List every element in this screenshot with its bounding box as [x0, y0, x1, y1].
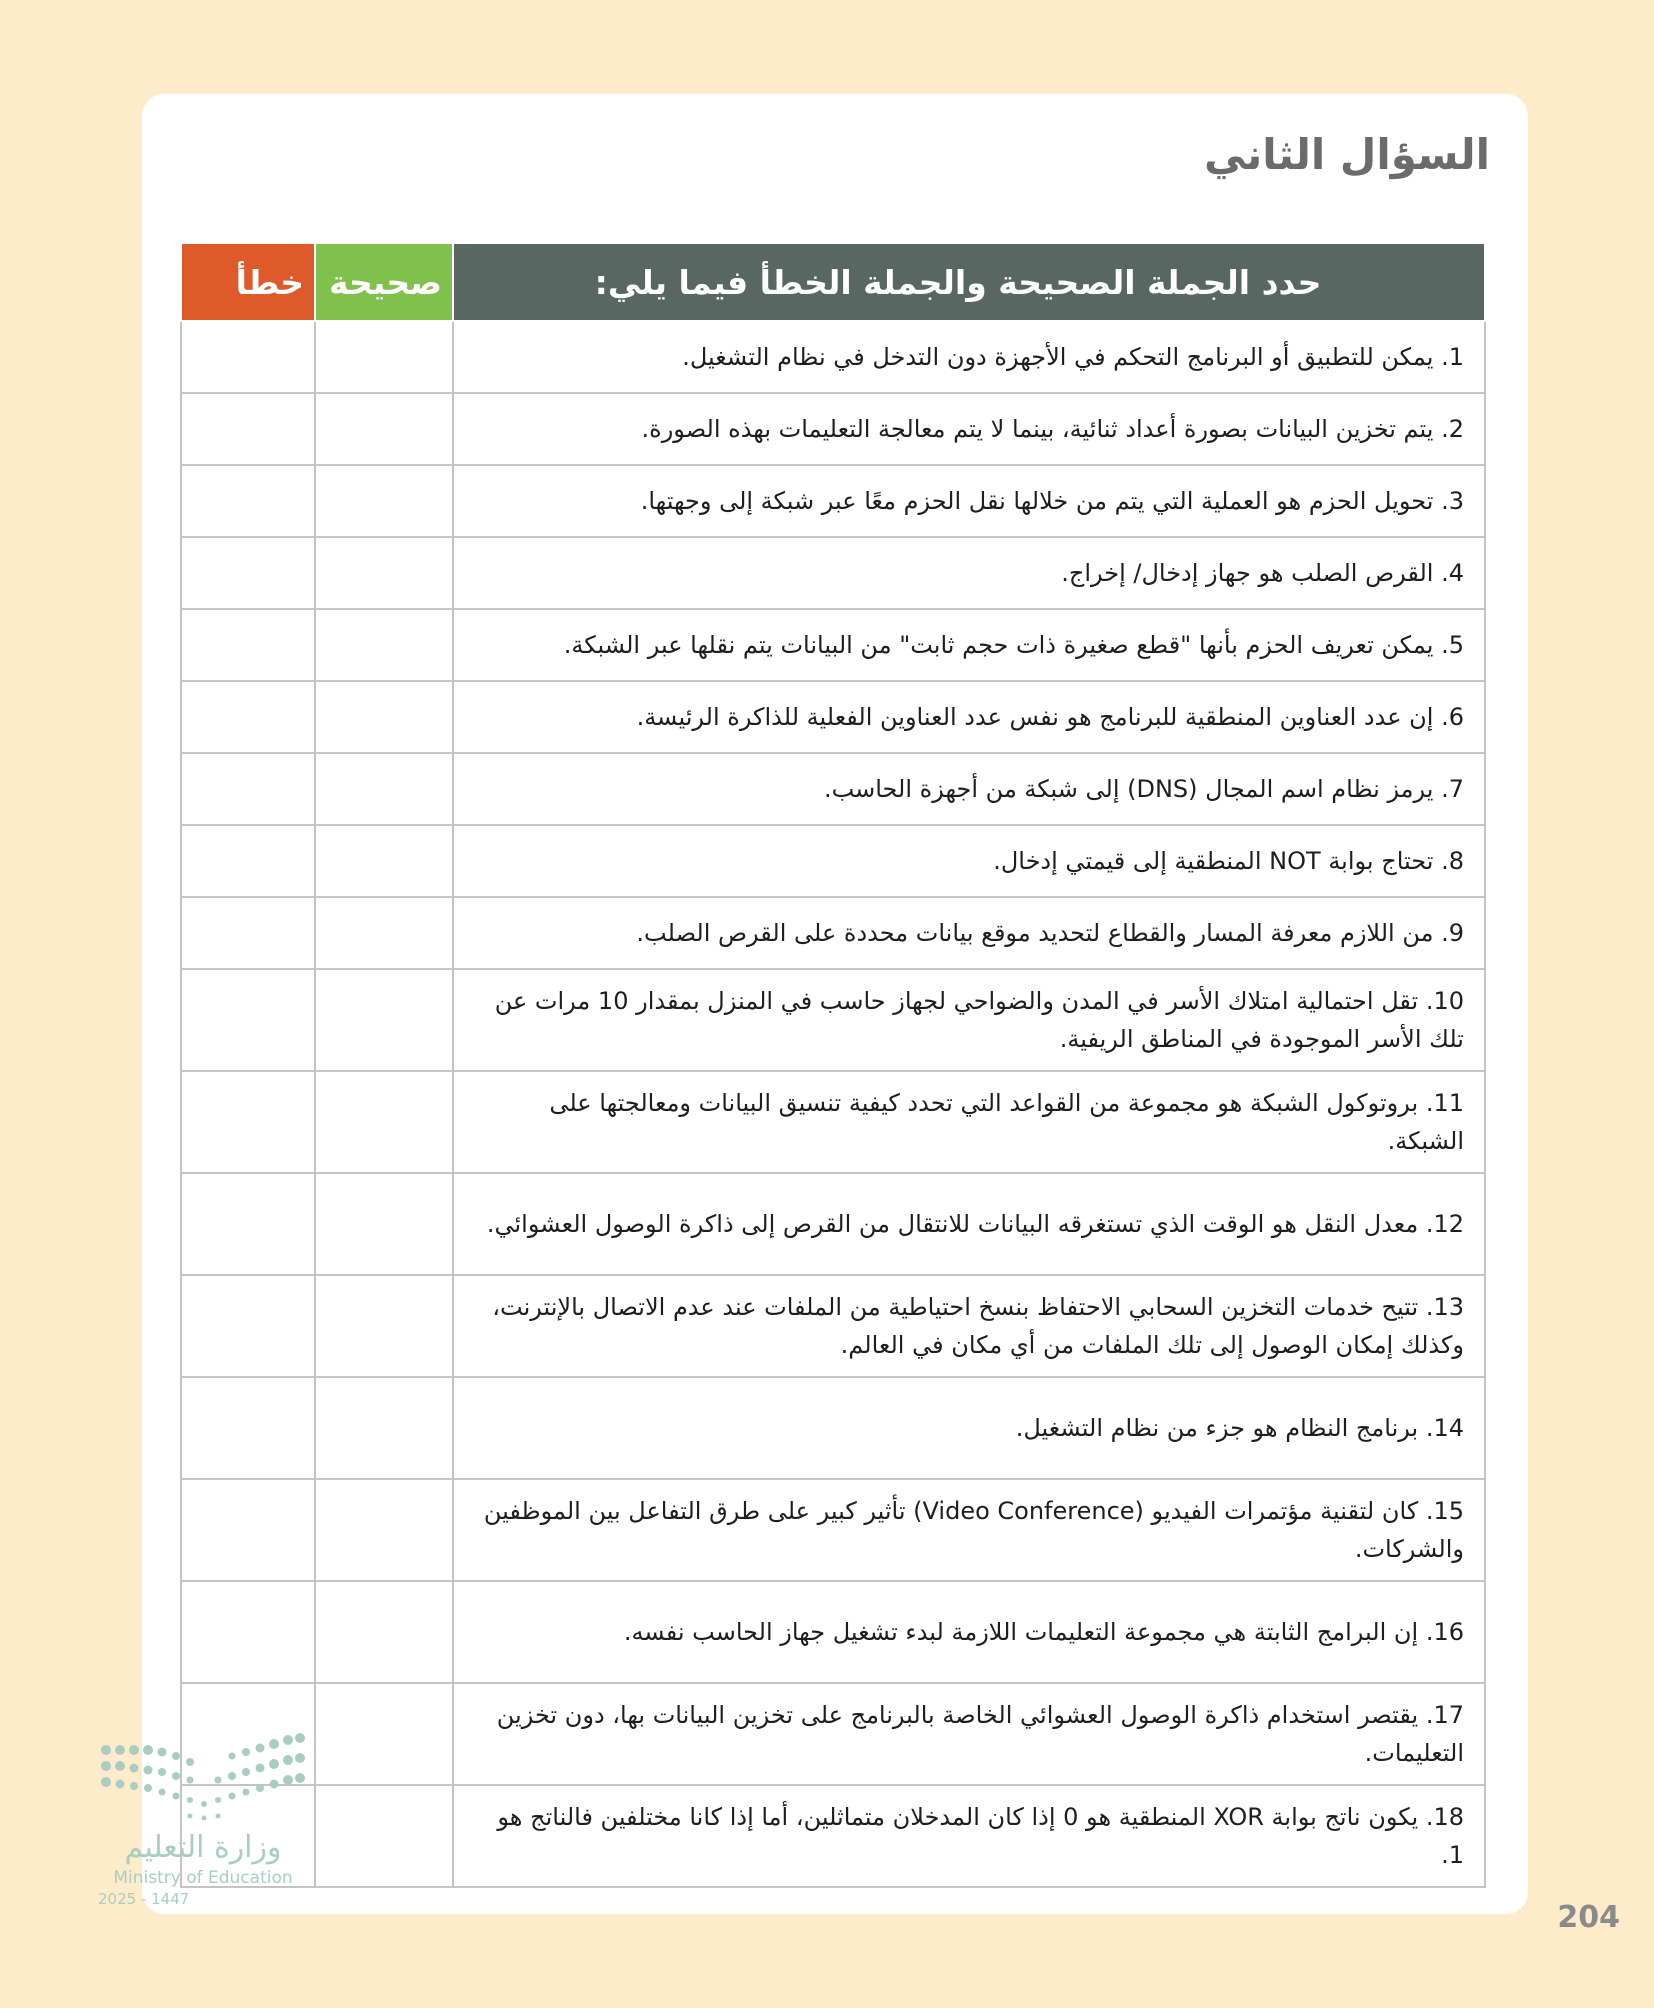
correct-answer-cell[interactable]: [315, 1785, 453, 1887]
statement-cell: 3. تحويل الحزم هو العملية التي يتم من خلالها نقل الحزم معًا عبر شبكة إلى وجهتها.: [453, 465, 1485, 537]
wrong-answer-cell[interactable]: [181, 609, 315, 681]
table-row: [181, 609, 1485, 681]
statement-cell: 1. يمكن للتطبيق أو البرنامج التحكم في الأجهزة دون التدخل في نظام التشغيل.: [453, 321, 1485, 393]
table-row: [181, 1275, 1485, 1377]
table-row: [181, 321, 1485, 393]
wrong-answer-cell[interactable]: [181, 753, 315, 825]
wrong-answer-cell[interactable]: [181, 1581, 315, 1683]
correct-answer-cell[interactable]: [315, 465, 453, 537]
page-title: السؤال الثاني: [1203, 130, 1490, 179]
statement-cell: 18. يكون ناتج بوابة XOR المنطقية هو 0 إذا كان المدخلان متماثلين، أما إذا كانا مختلفين فالناتج هو 1.: [453, 1785, 1485, 1887]
table-row: [181, 969, 1485, 1071]
correct-answer-cell[interactable]: [315, 897, 453, 969]
correct-answer-cell[interactable]: [315, 537, 453, 609]
logo-english-text: Ministry of Education: [113, 1868, 293, 1888]
statement-cell: 16. إن البرامج الثابتة هي مجموعة التعليمات اللازمة لبدء تشغيل جهاز الحاسب نفسه.: [453, 1581, 1485, 1683]
statement-cell: 6. إن عدد العناوين المنطقية للبرنامج هو نفس عدد العناوين الفعلية للذاكرة الرئيسة.: [453, 681, 1485, 753]
correct-answer-cell[interactable]: [315, 393, 453, 465]
logo-arabic-text: وزارة التعليم: [124, 1830, 282, 1865]
statement-cell: 7. يرمز نظام اسم المجال (DNS) إلى شبكة من أجهزة الحاسب.: [453, 753, 1485, 825]
correct-answer-cell[interactable]: [315, 1683, 453, 1785]
table-row: [181, 681, 1485, 753]
correct-answer-cell[interactable]: [315, 681, 453, 753]
wrong-answer-cell[interactable]: [181, 537, 315, 609]
statement-cell: 9. من اللازم معرفة المسار والقطاع لتحديد موقع بيانات محددة على القرص الصلب.: [453, 897, 1485, 969]
wrong-answer-cell[interactable]: [181, 393, 315, 465]
statement-cell: 4. القرص الصلب هو جهاز إدخال/ إخراج.: [453, 537, 1485, 609]
statement-cell: 15. كان لتقنية مؤتمرات الفيديو (Video Conference) تأثير كبير على طرق التفاعل بين الموظفين والشركات.: [453, 1479, 1485, 1581]
correct-answer-cell[interactable]: [315, 969, 453, 1071]
correct-answer-cell[interactable]: [315, 1377, 453, 1479]
correct-answer-cell[interactable]: [315, 1275, 453, 1377]
statement-cell: 2. يتم تخزين البيانات بصورة أعداد ثنائية، بينما لا يتم معالجة التعليمات بهذه الصورة.: [453, 393, 1485, 465]
correct-answer-cell[interactable]: [315, 609, 453, 681]
content-card: [142, 94, 1528, 1914]
wrong-answer-cell[interactable]: [181, 1071, 315, 1173]
statement-cell: 14. برنامج النظام هو جزء من نظام التشغيل.: [453, 1377, 1485, 1479]
table-row: [181, 753, 1485, 825]
correct-answer-cell[interactable]: [315, 1173, 453, 1275]
wrong-answer-cell[interactable]: [181, 1479, 315, 1581]
table-row: [181, 1785, 1485, 1887]
table-row: [181, 1173, 1485, 1275]
ministry-logo: [96, 1722, 310, 1908]
table-row: [181, 537, 1485, 609]
wrong-answer-cell[interactable]: [181, 1275, 315, 1377]
correct-answer-cell[interactable]: [315, 753, 453, 825]
table-row: [181, 1581, 1485, 1683]
wrong-answer-cell[interactable]: [181, 1173, 315, 1275]
table-row: [181, 1683, 1485, 1785]
wrong-answer-cell[interactable]: [181, 897, 315, 969]
wrong-answer-cell[interactable]: [181, 969, 315, 1071]
statement-cell: 17. يقتصر استخدام ذاكرة الوصول العشوائي الخاصة بالبرنامج على تخزين البيانات بها، دون تخزين التعليمات.: [453, 1683, 1485, 1785]
header-statement: حدد الجملة الصحيحة والجملة الخطأ فيما يلي:: [453, 243, 1485, 321]
true-false-table: [180, 242, 1486, 1888]
statement-cell: 8. تحتاج بوابة NOT المنطقية إلى قيمتي إدخال.: [453, 825, 1485, 897]
table-row: [181, 897, 1485, 969]
correct-answer-cell[interactable]: [315, 1071, 453, 1173]
table-row: [181, 1071, 1485, 1173]
logo-year-text: 2025 - 1447: [98, 1890, 190, 1908]
statement-cell: 5. يمكن تعريف الحزم بأنها "قطع صغيرة ذات حجم ثابت" من البيانات يتم نقلها عبر الشبكة.: [453, 609, 1485, 681]
statement-cell: 12. معدل النقل هو الوقت الذي تستغرقه البيانات للانتقال من القرص إلى ذاكرة الوصول العشوائي.: [453, 1173, 1485, 1275]
table-row: [181, 825, 1485, 897]
statement-cell: 13. تتيح خدمات التخزين السحابي الاحتفاظ بنسخ احتياطية من الملفات عند عدم الاتصال بالإنترنت، وكذلك إمكان الوصول إلى تلك الملفات من أي مكان في العالم.: [453, 1275, 1485, 1377]
wrong-answer-cell[interactable]: [181, 681, 315, 753]
wrong-answer-cell[interactable]: [181, 1377, 315, 1479]
table-row: [181, 1377, 1485, 1479]
table-row: [181, 1479, 1485, 1581]
correct-answer-cell[interactable]: [315, 1479, 453, 1581]
correct-answer-cell[interactable]: [315, 825, 453, 897]
table-row: [181, 393, 1485, 465]
ministry-logo-icon: [96, 1722, 310, 1832]
page-number: 204: [1557, 1900, 1620, 1935]
correct-answer-cell[interactable]: [315, 1581, 453, 1683]
table-header-row: [181, 243, 1485, 321]
wrong-answer-cell[interactable]: [181, 825, 315, 897]
header-wrong: خطأ: [181, 243, 315, 321]
wrong-answer-cell[interactable]: [181, 465, 315, 537]
header-correct: صحيحة: [315, 243, 453, 321]
table-row: [181, 465, 1485, 537]
correct-answer-cell[interactable]: [315, 321, 453, 393]
wrong-answer-cell[interactable]: [181, 321, 315, 393]
statement-cell: 10. تقل احتمالية امتلاك الأسر في المدن والضواحي لجهاز حاسب في المنزل بمقدار 10 مرات عن تلك الأسر الموجودة في المناطق الريفية.: [453, 969, 1485, 1071]
statement-cell: 11. بروتوكول الشبكة هو مجموعة من القواعد التي تحدد كيفية تنسيق البيانات ومعالجتها على الشبكة.: [453, 1071, 1485, 1173]
